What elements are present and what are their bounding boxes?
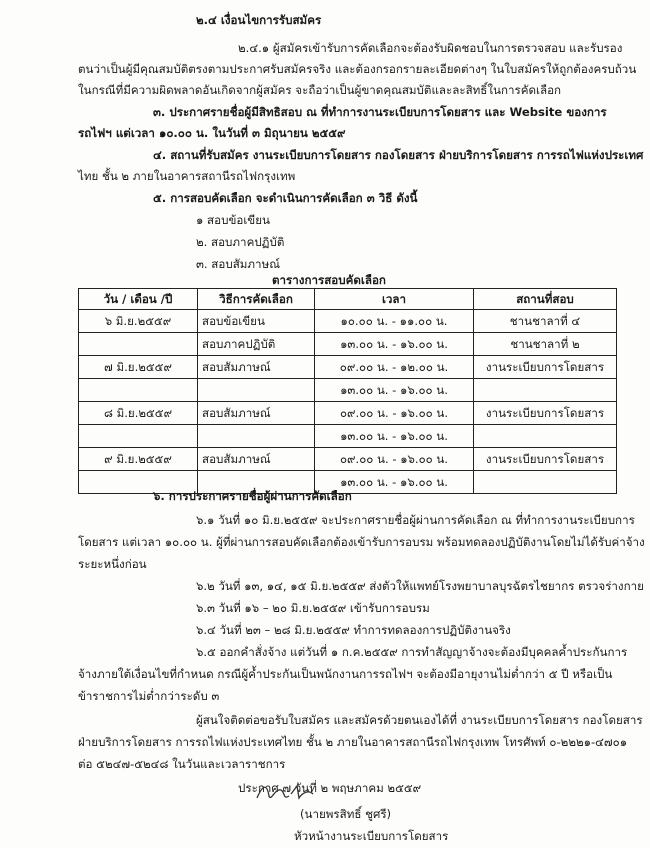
text-line: รถไฟฯ แต่เวลา ๑๐.๐๐ น. ในวันที่ ๓ มิถุนายน ๒๕๕๙ <box>78 126 346 140</box>
cell-time: ๑๓.๐๐ น. - ๑๖.๐๐ น. <box>315 333 474 356</box>
cell-method: สอบสัมภาษณ์ <box>198 402 315 425</box>
exam-schedule-table <box>78 288 617 494</box>
text-line: ๒.๔.๑ ผู้สมัครเข้ารับการคัดเลือกจะต้องรับผิดชอบในการตรวจสอบ และรับรอง <box>238 41 623 55</box>
table-row <box>79 425 617 448</box>
text-line: ตนว่าเป็นผู้มีคุณสมบัติตรงตามประกาศรับสมัครจริง และต้องกรอกรายละเอียดต่างๆ ในใบสมัครให้ถูกต้องครบถ้วน <box>78 62 637 76</box>
cell-time: ๐๙.๐๐ น. - ๑๖.๐๐ น. <box>315 448 474 471</box>
cell-date: ๘ มิ.ย.๒๕๕๙ <box>79 402 198 425</box>
cell-place <box>474 425 617 448</box>
cell-method <box>198 425 315 448</box>
text-line: โดยสาร แต่เวลา ๑๐.๐๐ น. ผู้ที่ผ่านการสอบคัดเลือกต้องเข้ารับการอบรม พร้อมทดลองปฏิบัติงานโดยไม่ได้รับค่าจ้าง <box>78 535 645 549</box>
table-header-row <box>79 289 617 310</box>
method-item: ๑ สอบข้อเขียน <box>196 213 270 227</box>
text-line: ฝ่ายบริการโดยสาร การรถไฟแห่งประเทศไทย ชั้น ๒ ภายในอาคารสถานีรถไฟกรุงเทพ โทรศัพท์ ๐-๒๒๒๑-๔๗๐๑ <box>78 735 628 749</box>
section-2-4-heading: ๒.๔ เงื่อนไขการรับสมัคร <box>196 13 322 27</box>
section-6-heading: ๖. การประกาศรายชื่อผู้ผ่านการคัดเลือก <box>153 489 352 503</box>
table-row <box>79 356 617 379</box>
cell-time: ๐๙.๐๐ น. - ๑๒.๐๐ น. <box>315 356 474 379</box>
text-line: ๖.๔ วันที่ ๒๓ – ๒๘ มิ.ย.๒๕๕๙ ทำการทดลองการปฏิบัติงานจริง <box>196 623 511 637</box>
section-3-heading: ๓. ประกาศรายชื่อผู้มีสิทธิสอบ ณ ที่ทำการงานระเบียบการโดยสาร และ Website ของการ <box>153 105 607 119</box>
text-line: จ้างภายใต้เงื่อนไขที่กำหนด กรณีผู้ค้ำประกันเป็นพนักงานการรถไฟฯ จะต้องมีอายุงานไม่ต่ำกว่า ๕ ปี หรือเป็น <box>78 667 613 681</box>
cell-method: สอบภาคปฏิบัติ <box>198 333 315 356</box>
cell-place: งานระเบียบการโดยสาร <box>474 356 617 379</box>
text-line: ๖.๒ วันที่ ๑๓, ๑๔, ๑๕ มิ.ย.๒๕๕๙ ส่งตัวให้แพทย์โรงพยาบาลบุรฉัตรไชยากร ตรวจร่างกาย <box>196 579 644 593</box>
table-row <box>79 310 617 333</box>
cell-method <box>198 379 315 402</box>
cell-place <box>474 471 617 494</box>
cell-place: ชานชาลาที่ ๒ <box>474 333 617 356</box>
cell-date: ๖ มิ.ย.๒๕๕๙ <box>79 310 198 333</box>
cell-time: ๐๙.๐๐ น. - ๑๖.๐๐ น. <box>315 402 474 425</box>
announce-date: ประกาศ ๗ วันที่ ๒ พฤษภาคม ๒๕๕๙ <box>238 781 422 795</box>
cell-method: สอบสัมภาษณ์ <box>198 356 315 379</box>
cell-time: ๑๐.๐๐ น. - ๑๑.๐๐ น. <box>315 310 474 333</box>
table-row <box>79 333 617 356</box>
cell-method: สอบข้อเขียน <box>198 310 315 333</box>
table-row <box>79 448 617 471</box>
signatory-position: หัวหน้างานระเบียบการโดยสาร <box>294 829 449 843</box>
signatory-name: (นายพรสิทธิ์ ชูศรี) <box>300 807 392 821</box>
column-header-date: วัน / เดือน /ปี <box>79 289 198 310</box>
cell-place: งานระเบียบการโดยสาร <box>474 402 617 425</box>
table-title: ตารางการสอบคัดเลือก <box>272 273 386 287</box>
column-header-time: เวลา <box>315 289 474 310</box>
text-line: ๖.๕ ออกคำสั่งจ้าง แต่วันที่ ๑ ก.ค.๒๕๕๙ การทำสัญญาจ้างจะต้องมีบุคคลค้ำประกันการ <box>196 645 628 659</box>
cell-place: งานระเบียบการโดยสาร <box>474 448 617 471</box>
text-line: ข้าราชการไม่ต่ำกว่าระดับ ๓ <box>78 689 220 703</box>
section-5-heading: ๕. การสอบคัดเลือก จะดำเนินการคัดเลือก ๓ วิธี ดังนี้ <box>153 191 418 205</box>
cell-method: สอบสัมภาษณ์ <box>198 448 315 471</box>
cell-date <box>79 333 198 356</box>
cell-date <box>79 379 198 402</box>
method-item: ๒. สอบภาคปฏิบัติ <box>196 235 285 249</box>
cell-time: ๑๓.๐๐ น. - ๑๖.๐๐ น. <box>315 379 474 402</box>
text-line: ระยะหนึ่งก่อน <box>78 557 147 571</box>
cell-date: ๙ มิ.ย.๒๕๕๙ <box>79 448 198 471</box>
table-row <box>79 402 617 425</box>
cell-time: ๑๓.๐๐ น. - ๑๖.๐๐ น. <box>315 471 474 494</box>
column-header-method: วิธีการคัดเลือก <box>198 289 315 310</box>
table-row <box>79 379 617 402</box>
text-line: ๖.๓ วันที่ ๑๖ – ๒๐ มิ.ย.๒๕๕๙ เข้ารับการอบรม <box>196 601 430 615</box>
cell-date: ๗ มิ.ย.๒๕๕๙ <box>79 356 198 379</box>
method-item: ๓. สอบสัมภาษณ์ <box>196 257 280 271</box>
column-header-place: สถานที่สอบ <box>474 289 617 310</box>
text-line: ต่อ ๕๒๔๗-๕๒๔๘ ในวันและเวลาราชการ <box>78 757 286 771</box>
cell-date <box>79 425 198 448</box>
cell-place: ชานชาลาที่ ๔ <box>474 310 617 333</box>
text-line: ๖.๑ วันที่ ๑๐ มิ.ย.๒๕๕๙ จะประกาศรายชื่อผู้ผ่านการคัดเลือก ณ ที่ทำการงานระเบียบการ <box>196 513 635 527</box>
signature-icon <box>253 780 333 806</box>
text-line: ผู้สนใจติดต่อขอรับใบสมัคร และสมัครด้วยตนเองได้ที่ งานระเบียบการโดยสาร กองโดยสาร <box>196 713 643 727</box>
text-line: ในกรณีที่มีความผิดพลาดอันเกิดจากผู้สมัคร จะถือว่าเป็นผู้ขาดคุณสมบัติและละสิทธิ์ในการคัดเลือก <box>78 83 562 97</box>
text-line: ไทย ชั้น ๒ ภายในอาคารสถานีรถไฟกรุงเทพ <box>78 169 296 183</box>
cell-place <box>474 379 617 402</box>
section-4-heading: ๔. สถานที่รับสมัคร งานระเบียบการโดยสาร กองโดยสาร ฝ่ายบริการโดยสาร การรถไฟแห่งประเทศ <box>153 148 644 162</box>
cell-time: ๑๓.๐๐ น. - ๑๖.๐๐ น. <box>315 425 474 448</box>
